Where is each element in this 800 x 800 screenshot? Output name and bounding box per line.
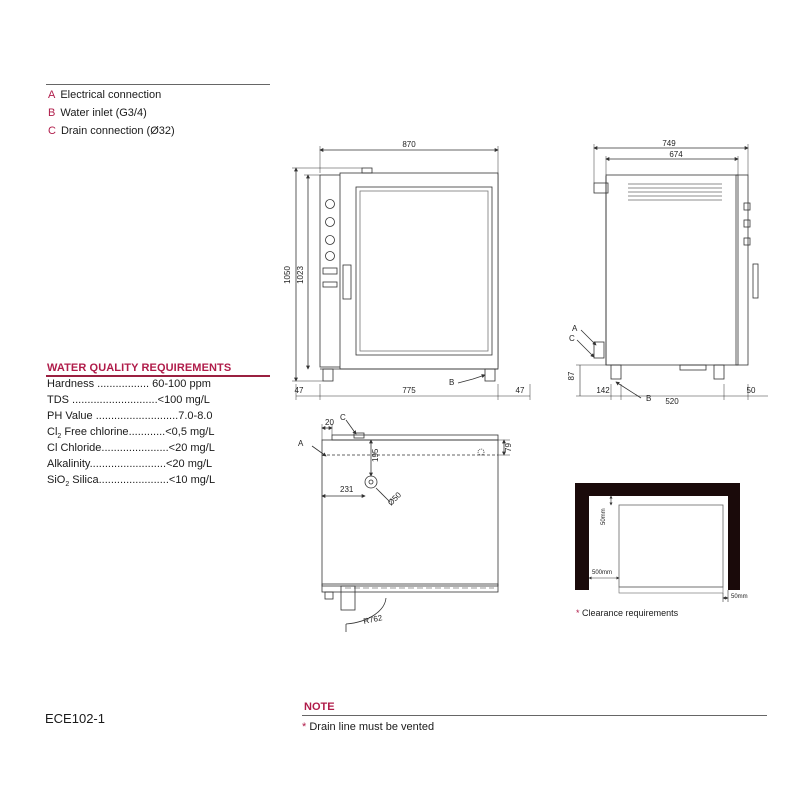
legend-item-c: C Drain connection (Ø32): [48, 125, 175, 137]
side-knob-3: [744, 238, 750, 245]
side-dim-depth-body: 674: [669, 150, 683, 159]
note-title: NOTE: [304, 701, 335, 713]
top-dim-diameter: Ø50: [386, 490, 404, 508]
legend-item-a: A Electrical connection: [48, 89, 162, 101]
note-text: * Drain line must be vented: [302, 721, 435, 733]
knob-2: [326, 218, 335, 227]
front-dim-height-total: 1050: [283, 266, 292, 284]
top-drain-circle: [365, 476, 377, 488]
legend-item-b: B Water inlet (G3/4): [48, 107, 147, 119]
top-label-a: A: [298, 439, 304, 448]
front-view: [292, 146, 530, 400]
side-dim-520: 520: [665, 397, 679, 406]
clearance-note: * Clearance requirements: [576, 608, 679, 618]
water-quality-title: WATER QUALITY REQUIREMENTS: [47, 362, 232, 374]
top-body-outline: [322, 440, 498, 586]
top-dim-radius: R762: [362, 613, 384, 626]
front-dim-bottom-right: 47: [515, 386, 525, 395]
clearance-top-label: 50mm: [601, 508, 607, 525]
front-label-b: B: [449, 378, 455, 387]
knob-1: [326, 200, 335, 209]
side-body-outline: [606, 175, 738, 365]
side-dim-feet: 87: [567, 371, 576, 381]
side-handle: [753, 264, 758, 298]
knob-3: [326, 236, 335, 245]
top-label-c: C: [340, 413, 346, 422]
side-label-a: A: [572, 324, 578, 333]
wq-row-hardness: Hardness ................. 60-100 ppm: [47, 378, 211, 390]
clearance-right-label: 50mm: [731, 594, 748, 600]
side-knob-2: [744, 220, 750, 227]
top-foot: [325, 592, 333, 599]
side-view: [576, 144, 768, 400]
side-pointer-a: [581, 330, 596, 345]
front-dim-width: 870: [402, 140, 416, 149]
top-pointer-a: [312, 446, 326, 456]
wq-row-alkalinity: Alkalinity.........................<20 mg/L: [47, 458, 213, 470]
wq-row-tds: TDS ............................<100 mg/L: [47, 394, 210, 406]
front-foot-right: [485, 369, 495, 381]
front-dim-bottom-left: 47: [294, 386, 304, 395]
side-drain-box: [680, 365, 706, 370]
top-vent: [362, 168, 372, 173]
side-foot-front: [714, 365, 724, 379]
control-switch: [323, 268, 337, 274]
top-door-handle: [341, 586, 355, 610]
side-dim-50: 50: [746, 386, 756, 395]
top-dim-195: 195: [371, 448, 380, 462]
side-knob-1: [744, 203, 750, 210]
front-dim-bottom-mid: 775: [402, 386, 416, 395]
clearance-diagram: [575, 483, 740, 602]
side-dim-depth-total: 749: [662, 139, 676, 148]
top-view: [312, 420, 510, 632]
wq-row-silica: SiO$_2$ Silica.......................<10 mg/L: [47, 474, 216, 489]
wq-row-free-chlorine: $Cl_2$ Free chlorine............<0,5 mg/L: [47, 426, 215, 441]
top-pointer-c: [346, 420, 356, 434]
side-dim-142: 142: [596, 386, 610, 395]
front-door: [340, 173, 498, 369]
wq-row-ph: PH Value ...........................7.0-8.0: [47, 410, 213, 422]
top-rear-strip: [332, 435, 498, 440]
front-pointer-b: [458, 375, 485, 383]
top-dim-20: 20: [325, 418, 334, 427]
model-number: ECE102-1: [45, 711, 105, 726]
front-dim-height-body: 1023: [296, 266, 305, 284]
side-pointer-c: [577, 340, 594, 357]
control-display: [323, 282, 337, 287]
clearance-left-label: 500mm: [592, 570, 613, 576]
knob-4: [326, 252, 335, 261]
side-pointer-b: [616, 382, 641, 398]
wq-row-chloride: Cl Chloride......................<20 mg/L: [47, 442, 215, 454]
front-foot-left: [323, 369, 333, 381]
side-label-b: B: [646, 394, 652, 403]
side-vent-slots: [628, 184, 722, 200]
side-label-c: C: [569, 334, 575, 343]
side-foot-rear: [611, 365, 621, 379]
clearance-oven-outline: [619, 505, 723, 587]
top-dim-231: 231: [340, 485, 354, 494]
top-dim-79: 79: [504, 443, 513, 452]
